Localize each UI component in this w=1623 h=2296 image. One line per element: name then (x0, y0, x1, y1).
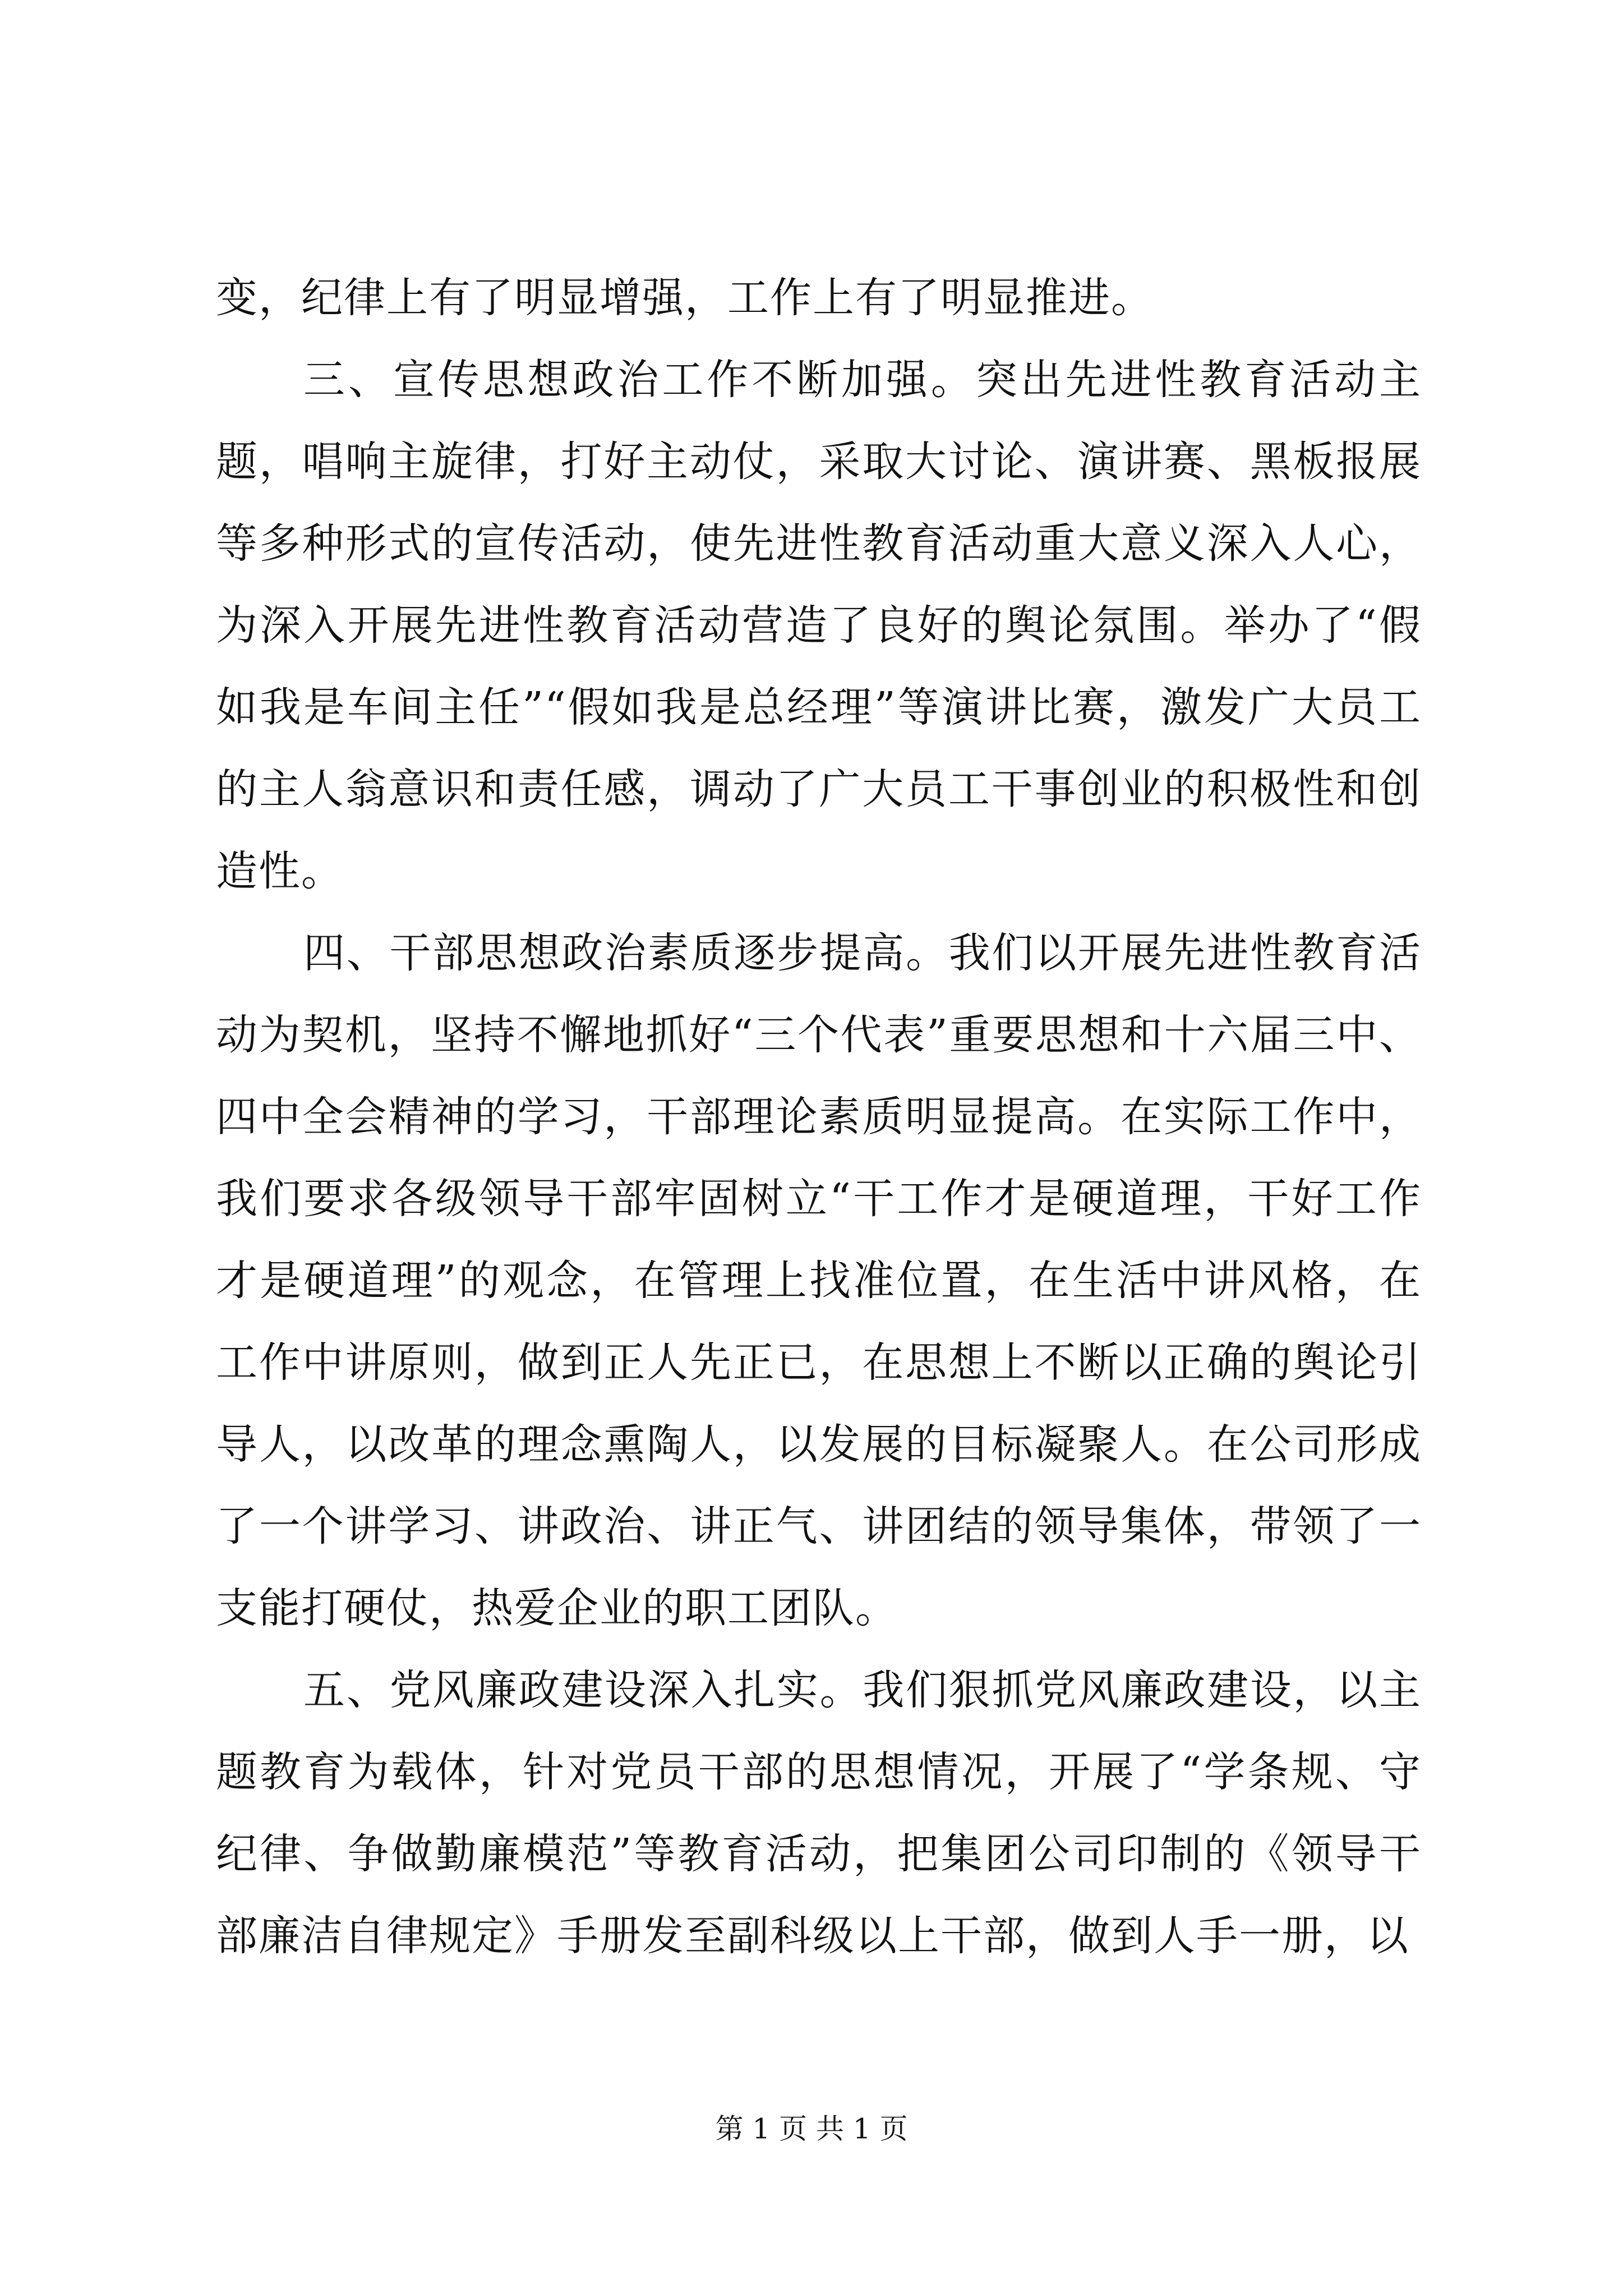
paragraph-section-3: 三、宣传思想政治工作不断加强。突出先进性教育活动主题，唱响主旋律，打好主动仗，采取大讨论、演讲赛、黑板报展等多种形式的宣传活动，使先进性教育活动重大意义深入人心，为深入开展先进性教育活动营造了良好的舆论氛围。举办了“假如我是车间主任”“假如我是总经理”等演讲比赛，激发广大员工的主人翁意识和责任感，调动了广大员工干事创业的积极性和创造性。 (216, 356, 1422, 895)
page-footer: 第 1 页 共 1 页 (715, 2113, 908, 2145)
paragraph-continuation: 变，纪律上有了明显增强，工作上有了明显推进。 (216, 274, 1154, 322)
document-body (216, 257, 1422, 1977)
paragraph-section-4: 四、干部思想政治素质逐步提高。我们以开展先进性教育活动为契机，坚持不懈地抓好“三个代表”重要思想和十六届三中、四中全会精神的学习，干部理论素质明显提高。在实际工作中，我们要求各级领导干部牢固树立“干工作才是硬道理，干好工作才是硬道理”的观念，在管理上找准位置，在生活中讲风格，在工作中讲原则，做到正人先正已，在思想上不断以正确的舆论引导人，以改革的理念熏陶人，以发展的目标凝聚人。在公司形成了一个讲学习、讲政治、讲正气、讲团结的领导集体，带领了一支能打硬仗，热爱企业的职工团队。 (216, 929, 1422, 1632)
paragraph-section-5: 五、党风廉政建设深入扎实。我们狠抓党风廉政建设，以主题教育为载体，针对党员干部的思想情况，开展了“学条规、守纪律、争做勤廉模范”等教育活动，把集团公司印制的《领导干部廉洁自律规定》手册发至副科级以上干部，做到人手一册，以 (216, 1666, 1422, 1960)
